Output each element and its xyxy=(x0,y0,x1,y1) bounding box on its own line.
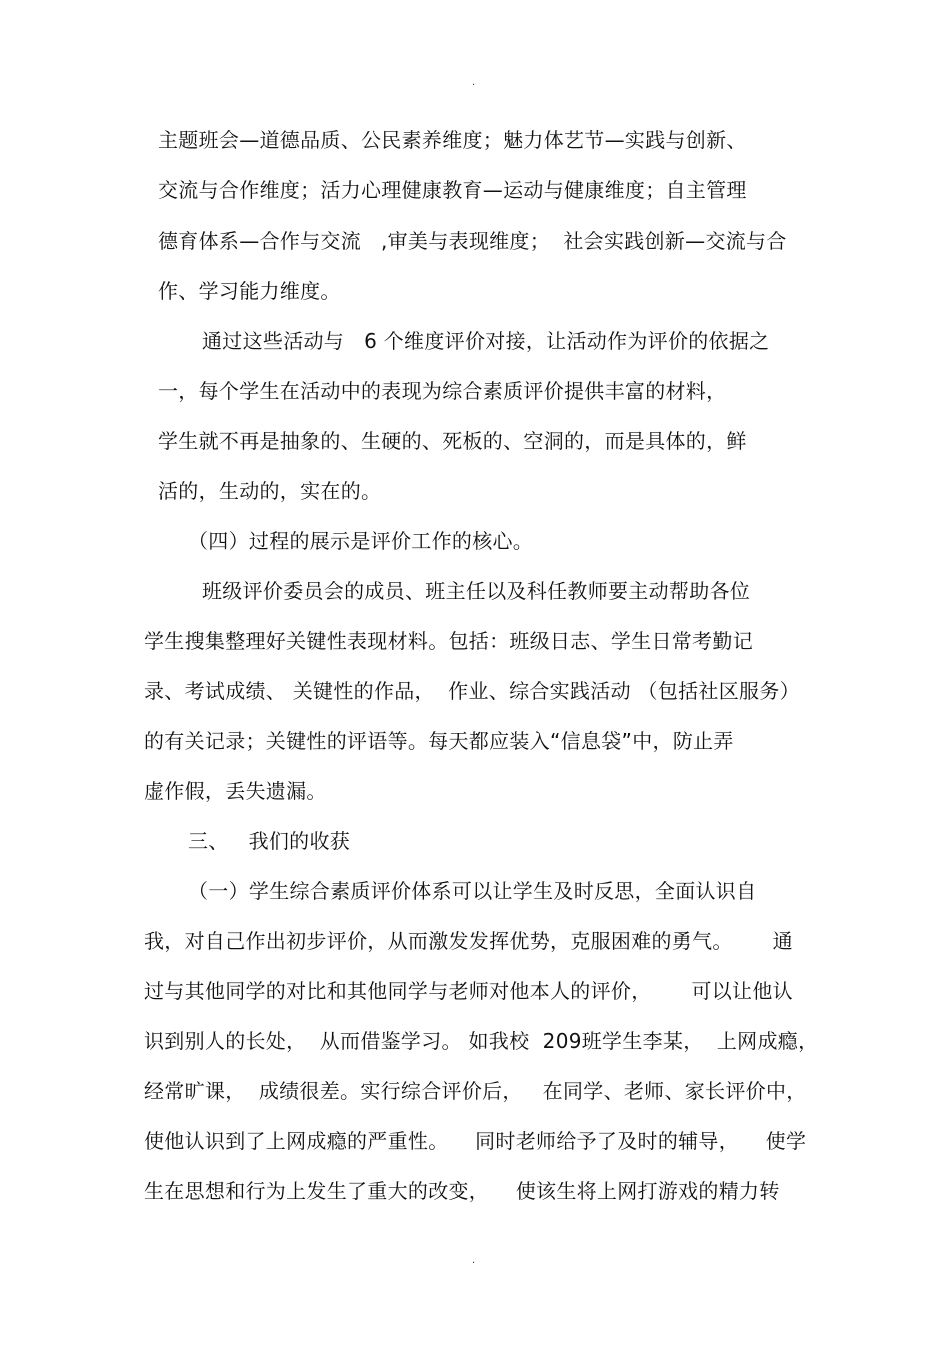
text-line: 通过这些活动与 6 个维度评价对接，让活动作为评价的依据之 xyxy=(202,329,770,353)
text-line: 生在思想和行为上发生了重大的改变， 使该生将上网打游戏的精力转 xyxy=(144,1179,780,1203)
text-line: 德育体系—合作与交流 ,审美与表现维度； 社会实践创新—交流与合 xyxy=(158,229,787,253)
text-line: 主题班会—道德品质、公民素养维度；魅力体艺节—实践与创新、 xyxy=(158,128,747,152)
text-line: 学生就不再是抽象的、生硬的、死板的、空洞的，而是具体的，鲜 xyxy=(158,429,747,453)
text-line: 录、考试成绩、 关键性的作品， 作业、综合实践活动 （包括社区服务） xyxy=(144,679,800,703)
text-line: 的有关记录；关键性的评语等。每天都应装入“信息袋”中，防止弄 xyxy=(144,729,734,753)
text-line: 学生搜集整理好关键性表现材料。包括：班级日志、学生日常考勤记 xyxy=(144,629,753,653)
page-mark-top: . xyxy=(472,77,476,88)
text-line: 交流与合作维度；活力心理健康教育—运动与健康维度；自主管理 xyxy=(158,178,747,202)
text-line: 识到别人的长处， 从而借鉴学习。 如我校 209班学生李某， 上网成瘾， xyxy=(144,1029,819,1053)
text-line: 活的，生动的，实在的。 xyxy=(158,479,382,503)
section-heading: （四）过程的展示是评价工作的核心。 xyxy=(188,529,534,553)
text-line: 我，对自己作出初步评价，从而激发发挥优势，克服困难的勇气。 通 xyxy=(144,929,793,953)
text-line: 使他认识到了上网成瘾的严重性。 同时老师给予了及时的辅导， 使学 xyxy=(144,1129,807,1153)
section-heading: （一）学生综合素质评价体系可以让学生及时反思，全面认识自 xyxy=(188,879,757,903)
text-line: 一，每个学生在活动中的表现为综合素质评价提供丰富的材料， xyxy=(158,379,727,403)
text-line: 经常旷课， 成绩很差。实行综合评价后， 在同学、老师、家长评价中， xyxy=(144,1079,807,1103)
text-line: 作、学习能力维度。 xyxy=(158,279,341,303)
text-line: 过与其他同学的对比和其他同学与老师对他本人的评价， 可以让他认 xyxy=(144,979,793,1003)
text-line: 班级评价委员会的成员、班主任以及科任教师要主动帮助各位 xyxy=(202,579,751,603)
text-line: 虚作假，丢失遗漏。 xyxy=(144,779,327,803)
page-mark-bottom: . xyxy=(472,1255,476,1266)
section-heading: 三、 我们的收获 xyxy=(188,829,351,853)
